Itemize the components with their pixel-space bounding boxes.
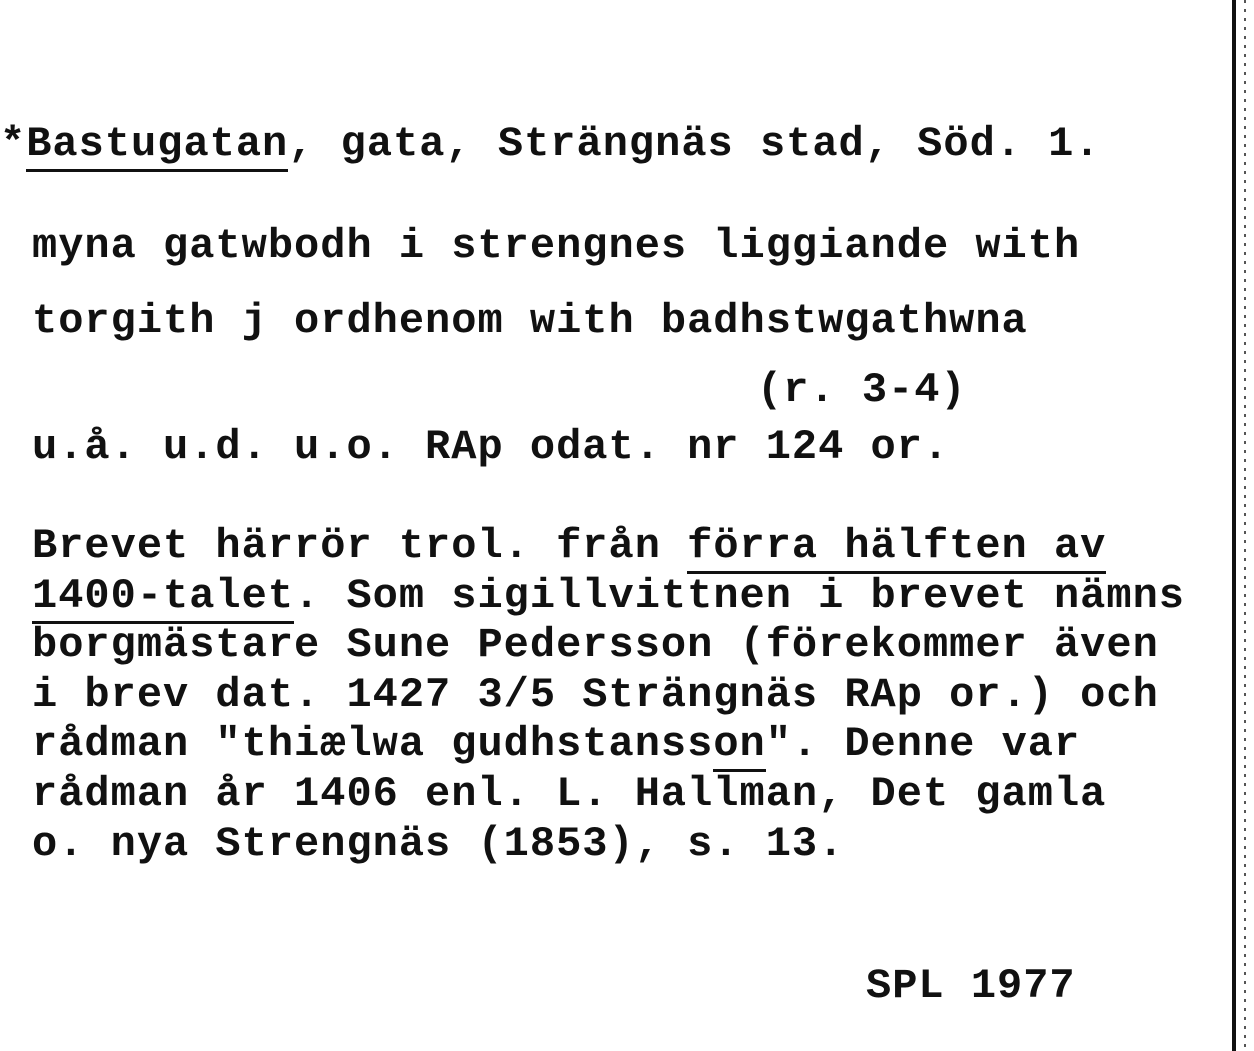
note-line-6: rådman år 1406 enl. L. Hallman, Det gamla: [32, 770, 1107, 818]
note-line-1-text: Brevet härrör trol. från: [32, 522, 688, 570]
note-line-2: [32, 572, 1185, 620]
card-edge-dots: [1244, 0, 1246, 1051]
card-edge-line: [1232, 0, 1236, 1051]
note-line-4: i brev dat. 1427 3/5 Strängnäs RAp or.) och: [32, 671, 1159, 719]
quote-line-1: myna gatwbodh i strengnes liggiande with: [32, 222, 1081, 270]
source-line: u.å. u.d. u.o. RAp odat. nr 124 or.: [32, 423, 950, 471]
note-line-5: [32, 720, 1080, 768]
quote-line-2: torgith j ordhenom with badhstwgathwna: [32, 297, 1028, 345]
note-line-3: borgmästare Sune Pedersson (förekommer även: [32, 621, 1159, 669]
street-name: Bastugatan: [26, 120, 288, 172]
note-underlined-period: förra hälften av: [687, 522, 1106, 574]
asterisk-mark: *: [0, 120, 27, 168]
heading-line: [0, 120, 1101, 168]
note-line-2-text: . Som sigillvittnen i brevet nämns: [294, 572, 1185, 620]
quote-reference: (r. 3-4): [757, 366, 967, 414]
heading-rest: , gata, Strängnäs stad, Söd. 1.: [288, 120, 1101, 168]
note-line-7: o. nya Strengnäs (1853), s. 13.: [32, 820, 845, 868]
note-underlined-century: 1400-talet: [32, 572, 294, 624]
note-line-1: [32, 522, 1106, 570]
note-underlined-suffix: on: [713, 720, 765, 772]
note-line-5-text: rådman "thiælwa gudhstanss: [32, 720, 714, 768]
note-line-5-rest: ". Denne var: [765, 720, 1081, 768]
signature: SPL 1977: [866, 962, 1076, 1010]
